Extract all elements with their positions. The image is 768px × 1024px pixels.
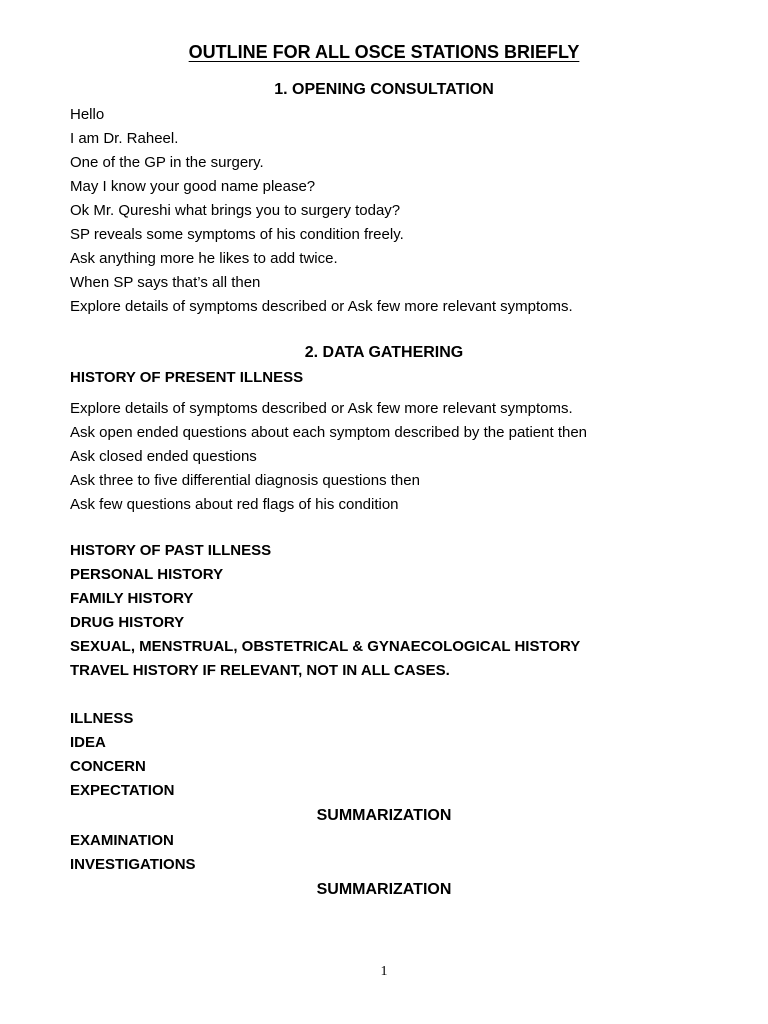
text-line: One of the GP in the surgery. [70,154,264,171]
section-heading-opening-consultation: 1. OPENING CONSULTATION [274,81,494,98]
history-item: SEXUAL, MENSTRUAL, OBSTETRICAL & GYNAECOLOGICAL HISTORY [70,638,581,655]
summarization-heading: SUMMARIZATION [316,807,452,824]
text-line: May I know your good name please? [70,178,316,195]
section-heading-data-gathering: 2. DATA GATHERING [304,344,464,361]
history-item: PERSONAL HISTORY [70,566,224,583]
text-line: Ask open ended questions about each symptom described by the patient then [70,424,588,441]
text-line: Ask anything more he likes to add twice. [70,250,338,267]
text-line: Ask few questions about red flags of his condition [70,496,399,513]
text-line: Explore details of symptoms described or Ask few more relevant symptoms. [70,298,573,315]
history-item: DRUG HISTORY [70,614,185,631]
exam-item: INVESTIGATIONS [70,856,196,873]
text-line: SP reveals some symptoms of his condition freely. [70,226,404,243]
text-line: Ask closed ended questions [70,448,257,465]
ice-item: EXPECTATION [70,782,175,799]
ice-item: IDEA [70,734,106,751]
page-number: 1 [380,964,388,979]
ice-item: ILLNESS [70,710,134,727]
subheading-history-present-illness: HISTORY OF PRESENT ILLNESS [70,369,304,386]
text-line: Explore details of symptoms described or Ask few more relevant symptoms. [70,400,573,417]
text-line: I am Dr. Raheel. [70,130,179,147]
summarization-heading: SUMMARIZATION [316,881,452,898]
text-line: Hello [70,106,105,123]
history-item: HISTORY OF PAST ILLNESS [70,542,272,559]
text-line: When SP says that’s all then [70,274,261,291]
document-title: OUTLINE FOR ALL OSCE STATIONS BRIEFLY [188,42,580,62]
history-item: FAMILY HISTORY [70,590,194,607]
text-line: Ok Mr. Qureshi what brings you to surgery today? [70,202,401,219]
history-item: TRAVEL HISTORY IF RELEVANT, NOT IN ALL CASES. [70,662,450,679]
ice-item: CONCERN [70,758,146,775]
text-line: Ask three to five differential diagnosis questions then [70,472,420,489]
exam-item: EXAMINATION [70,832,174,849]
